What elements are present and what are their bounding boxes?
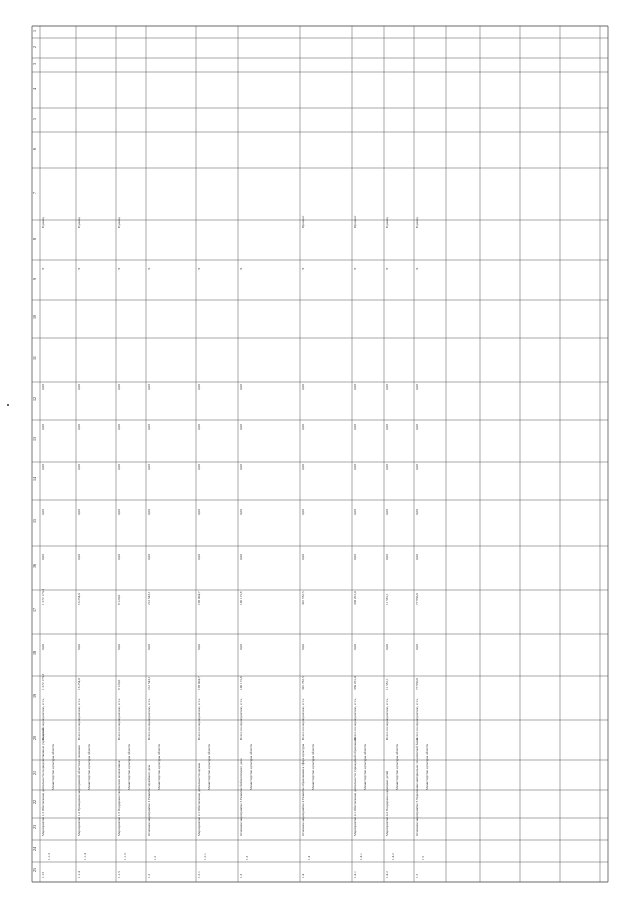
table-grid	[7, 26, 608, 882]
row-value: 1 272 173,3	[41, 673, 45, 690]
column-number: 25	[32, 868, 37, 872]
row-value: 146 115,8	[239, 591, 243, 605]
row-code: 1.2.1	[203, 853, 207, 860]
column-number: 21	[32, 771, 37, 775]
column-number: 4	[32, 88, 37, 90]
row-value: 198 004,7	[197, 676, 201, 690]
row-value: 0,00	[77, 554, 81, 560]
row-number: 1.2.1	[197, 871, 201, 878]
row-source: Всего по мероприятию, в т.ч.	[239, 697, 243, 740]
column-number: 1	[32, 30, 37, 32]
row-value: 0,00	[77, 644, 81, 650]
row-value: 0,00	[197, 554, 201, 560]
row-value: 0,00	[239, 644, 243, 650]
row-value: 0,00	[147, 424, 151, 430]
column-number: 13	[32, 437, 37, 441]
row-indicator: X	[301, 267, 305, 270]
row-code: 1.1.5	[123, 853, 127, 860]
row-value: 330 201,4	[353, 591, 357, 605]
row-value: 0,00	[41, 464, 45, 470]
row-number: 1.4	[301, 873, 305, 878]
row-code: 1.4.2	[391, 853, 395, 860]
row-value: 0,00	[77, 464, 81, 470]
row-value: 341 782,5	[301, 591, 305, 605]
row-value: 0,00	[385, 424, 389, 430]
row-value: 0,00	[117, 464, 121, 470]
row-indicator: X	[77, 267, 81, 270]
row-value: 16 254,0	[77, 678, 81, 690]
row-number: 1.1.5	[117, 871, 121, 878]
row-number: 1.13	[41, 872, 45, 878]
row-value: 11 581,1	[385, 593, 389, 605]
row-name: Основное мероприятие 4 Развитие образования в сфере культуры	[301, 743, 305, 836]
row-value: 0,00	[41, 644, 45, 650]
row-indicator: X	[415, 267, 419, 270]
row-value: 0,00	[117, 554, 121, 560]
row-value: 0,00	[415, 384, 419, 390]
row-value: 16 254,0	[77, 593, 81, 605]
row-value: 9 120,0	[117, 679, 121, 690]
column-number: 24	[32, 847, 37, 851]
row-value: 0,00	[353, 509, 357, 515]
row-value: 0,00	[301, 644, 305, 650]
row-indicator: X	[197, 267, 201, 270]
row-code: 1.1.3	[47, 853, 51, 860]
row-value: 0,00	[415, 464, 419, 470]
row-number: 1.1.4	[77, 871, 81, 878]
row-executor: Министерство культуры области	[51, 744, 55, 790]
row-name: Основное мероприятие 5 Укрепление материально-технической базы	[415, 738, 419, 836]
row-code: 1.4	[307, 855, 311, 860]
row-unit: Единиц	[415, 216, 419, 228]
row-value: 0,00	[353, 424, 357, 430]
row-value: 0,00	[385, 384, 389, 390]
row-value: 0,00	[415, 644, 419, 650]
row-indicator: X	[117, 267, 121, 270]
row-value: 0,00	[147, 384, 151, 390]
row-value: 0,00	[147, 554, 151, 560]
row-executor: Министерство культуры области	[249, 744, 253, 790]
row-executor: Министерство культуры области	[127, 744, 131, 790]
row-value: 0,00	[239, 424, 243, 430]
column-number: 11	[32, 356, 37, 360]
row-name: Мероприятие 4.1 Обеспечение деятельности учреждений образования	[353, 737, 357, 836]
row-source: Всего по мероприятию, в т.ч.	[117, 697, 121, 740]
row-number: 1.5	[415, 873, 419, 878]
row-number: 1.3	[239, 873, 243, 878]
row-unit: Процент	[353, 215, 357, 228]
row-value: 0,00	[353, 464, 357, 470]
row-code: 1.2	[153, 855, 157, 860]
row-value: 330 201,4	[353, 676, 357, 690]
row-value: 1 272 173,3	[41, 588, 45, 605]
column-number: 20	[32, 736, 37, 740]
row-source: Всего по мероприятию, в т.ч.	[77, 697, 81, 740]
row-indicator: X	[41, 267, 45, 270]
row-value: 0,00	[301, 424, 305, 430]
row-value: 0,00	[353, 644, 357, 650]
row-value: 77 950,0	[415, 593, 419, 605]
column-number: 17	[32, 608, 37, 612]
row-value: 0,00	[415, 424, 419, 430]
row-value: 0,00	[197, 384, 201, 390]
row-value: 77 950,0	[415, 678, 419, 690]
row-executor: Министерство культуры области	[425, 744, 429, 790]
column-number: 9	[32, 278, 37, 280]
row-indicator: X	[239, 267, 243, 270]
row-number: 1.2	[147, 873, 151, 878]
row-value: 0,00	[385, 464, 389, 470]
row-value: 0,00	[117, 384, 121, 390]
row-executor: Министерство культуры области	[207, 744, 211, 790]
row-value: 0,00	[41, 384, 45, 390]
row-value: 0,00	[197, 424, 201, 430]
row-value: 0,00	[415, 554, 419, 560]
row-source: Всего по мероприятию, в т.ч.	[385, 697, 389, 740]
row-source: Всего по мероприятию, в т.ч.	[415, 697, 419, 740]
row-value: 0,00	[385, 644, 389, 650]
column-number: 7	[32, 192, 37, 194]
row-name: Основное мероприятие 3 Развитие библиотечного дела	[239, 758, 243, 836]
row-value: 0,00	[385, 554, 389, 560]
row-value: 0,00	[197, 464, 201, 470]
row-code: 1.3	[245, 855, 249, 860]
row-number: 1.4.2	[385, 871, 389, 878]
row-unit: Единиц	[41, 216, 45, 228]
column-number: 16	[32, 564, 37, 568]
row-value: 0,00	[301, 554, 305, 560]
row-number: 1.4.1	[353, 871, 357, 878]
row-source: Всего по мероприятию, в т.ч.	[197, 697, 201, 740]
row-name: Мероприятие 1.3 Обеспечение деятельности подведомственных учреждений	[41, 727, 45, 836]
row-unit: Единиц	[117, 216, 121, 228]
row-indicator: X	[147, 267, 151, 270]
row-value: 0,00	[41, 509, 45, 515]
row-value: 0,00	[301, 509, 305, 515]
row-value: 0,00	[117, 509, 121, 515]
column-number: 2	[32, 46, 37, 48]
row-value: 0,00	[147, 464, 151, 470]
column-number: 14	[32, 477, 37, 481]
row-value: 0,00	[353, 554, 357, 560]
row-value: 212 543,1	[147, 591, 151, 605]
row-value: 0,00	[239, 554, 243, 560]
column-number: 19	[32, 694, 37, 698]
row-value: 212 543,1	[147, 676, 151, 690]
row-value: 9 120,0	[117, 594, 121, 605]
row-value: 198 004,7	[197, 591, 201, 605]
row-unit: Единиц	[385, 216, 389, 228]
row-source: Всего по мероприятию, в т.ч.	[147, 697, 151, 740]
table-text	[32, 30, 429, 878]
row-value: 0,00	[239, 384, 243, 390]
row-value: 146 115,8	[239, 676, 243, 690]
row-executor: Министерство культуры области	[87, 744, 91, 790]
row-code: 1.5	[421, 855, 425, 860]
column-number: 15	[32, 519, 37, 523]
row-value: 0,00	[197, 509, 201, 515]
row-source: Всего по мероприятию, в т.ч.	[353, 697, 357, 740]
row-value: 0,00	[301, 464, 305, 470]
column-number: 22	[32, 800, 37, 804]
row-value: 0,00	[301, 384, 305, 390]
row-value: 11 581,1	[385, 678, 389, 690]
row-code: 1.1.4	[83, 853, 87, 860]
row-value: 0,00	[147, 644, 151, 650]
row-value: 0,00	[353, 384, 357, 390]
row-value: 0,00	[117, 424, 121, 430]
column-number: 5	[32, 118, 37, 120]
row-value: 0,00	[147, 509, 151, 515]
row-value: 0,00	[385, 509, 389, 515]
column-number: 8	[32, 238, 37, 240]
row-source: Всего по мероприятию, в т.ч.	[41, 697, 45, 740]
row-code: 1.4.1	[359, 853, 363, 860]
row-value: 0,00	[77, 384, 81, 390]
column-number: 18	[32, 651, 37, 655]
scan-speck	[7, 404, 9, 406]
row-executor: Министерство культуры области	[157, 744, 161, 790]
column-number: 23	[32, 825, 37, 829]
row-value: 0,00	[197, 644, 201, 650]
row-value: 0,00	[41, 554, 45, 560]
column-number: 12	[32, 397, 37, 401]
row-value: 0,00	[239, 509, 243, 515]
row-value: 341 782,5	[301, 676, 305, 690]
row-executor: Министерство культуры области	[363, 744, 367, 790]
row-executor: Министерство культуры области	[311, 744, 315, 790]
column-number: 3	[32, 63, 37, 65]
row-indicator: X	[385, 267, 389, 270]
row-name: Мероприятие 1.5 Поддержка творческих коллективов	[117, 760, 121, 836]
row-value: 0,00	[41, 424, 45, 430]
row-source: Всего по мероприятию, в т.ч.	[301, 697, 305, 740]
row-name: Мероприятие 4.2 Поддержка одаренных детей	[385, 770, 389, 836]
row-value: 0,00	[239, 464, 243, 470]
row-executor: Министерство культуры области	[395, 744, 399, 790]
row-indicator: X	[353, 267, 357, 270]
row-value: 0,00	[415, 509, 419, 515]
row-unit: Единиц	[77, 216, 81, 228]
row-value: 0,00	[117, 644, 121, 650]
row-value: 0,00	[77, 509, 81, 515]
column-number: 10	[32, 315, 37, 319]
row-unit: Процент	[301, 215, 305, 228]
row-name: Мероприятие 1.4 Проведение мероприятий областного значения	[77, 745, 81, 836]
row-name: Мероприятие 2.1 Обеспечение деятельности музеев	[197, 762, 201, 836]
row-value: 0,00	[77, 424, 81, 430]
row-name: Основное мероприятие 2 Развитие музейного дела	[147, 764, 151, 836]
column-number: 6	[32, 148, 37, 150]
